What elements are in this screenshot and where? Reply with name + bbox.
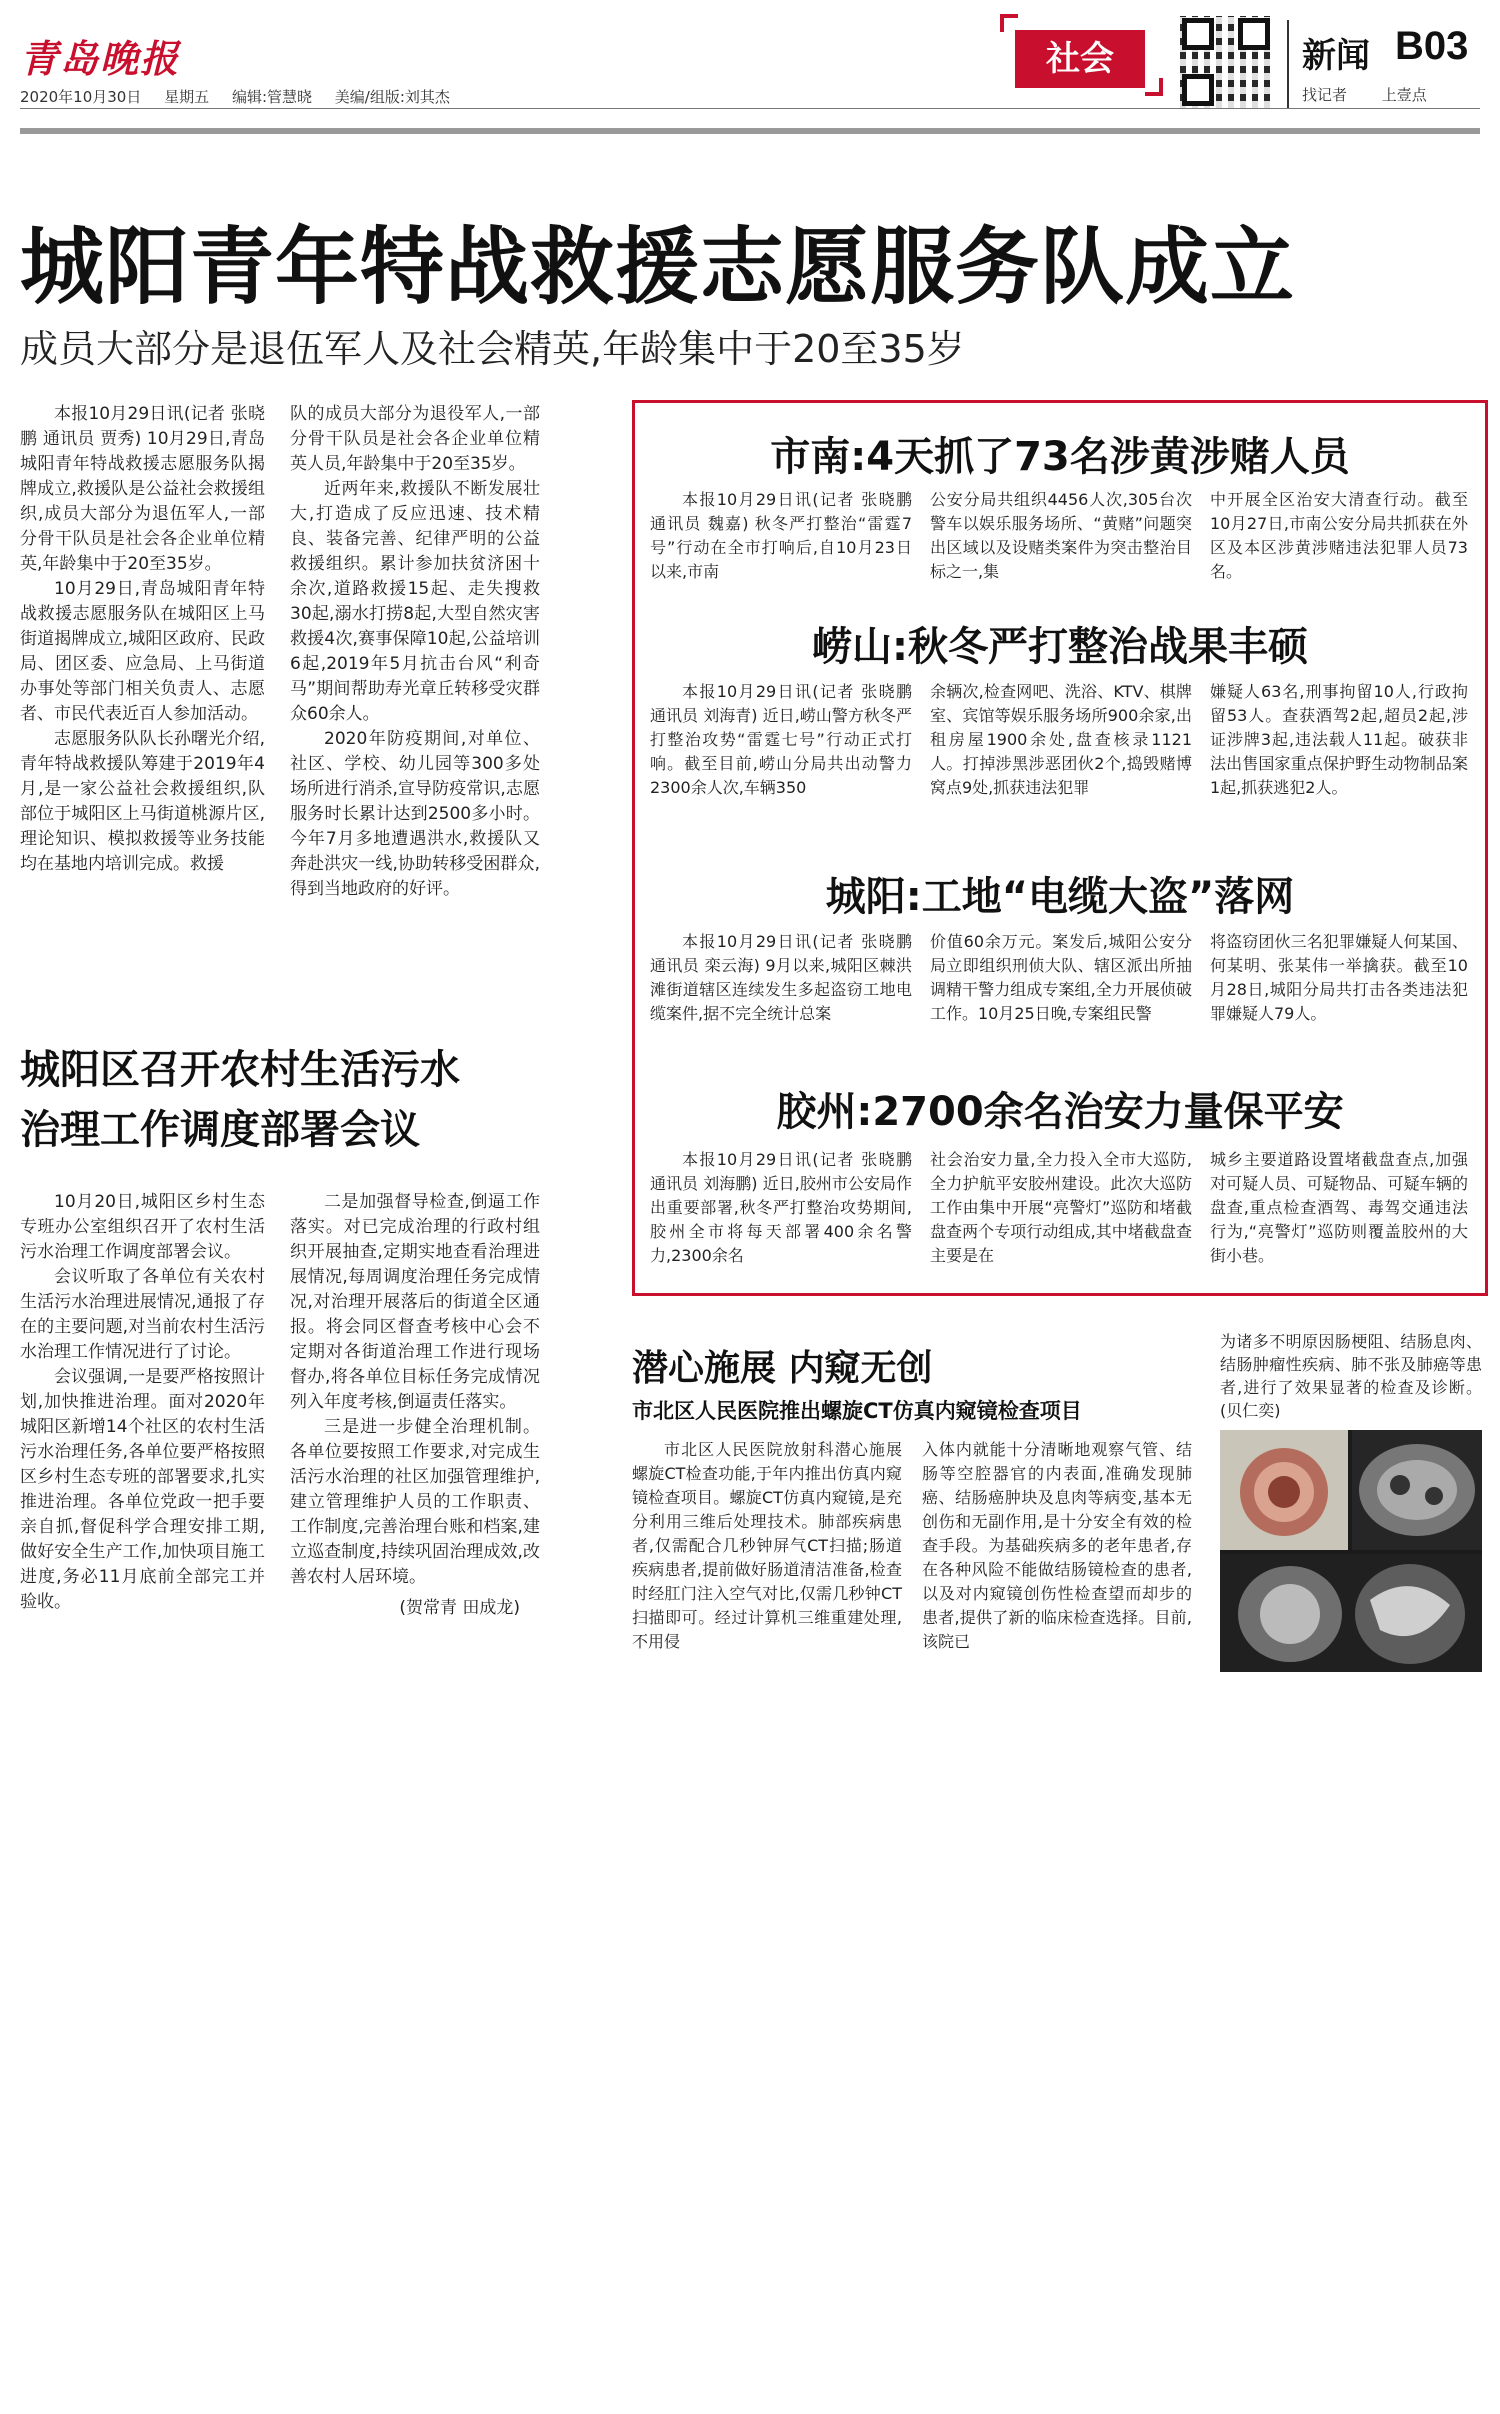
paragraph: 志愿服务队队长孙曙光介绍,青年特战救援队筹建于2019年4月,是一家公益社会救援组织,队部位于城阳区上马街道桃源片区,理论知识、模拟救援等业务技能均在基地内培训完成。救援 (20, 729, 265, 874)
ct-scan-image (1220, 1430, 1482, 1672)
paragraph: 社会治安力量,全力投入全市大巡防,全力护航平安胶州建设。此次大巡防工作由集中开展“亮警灯”巡防和堵截盘查两个专项行动组成,其中堵截盘查主要是在 (930, 1150, 1192, 1265)
paragraph: 余辆次,检查网吧、洗浴、KTV、棋牌室、宾馆等娱乐服务场所900余家,出租房屋1900余处,盘查核录1121人。打掉涉黑涉恶团伙2个,捣毁赌博窝点9处,抓获违法犯罪 (930, 682, 1192, 797)
paragraph: 本报10月29日讯(记者 张晓鹏 通讯员 刘海青) 近日,崂山警方秋冬严打整治攻势“雷霆七号”行动正式打响。截至目前,崂山分局共出动警力2300余人次,车辆350 (650, 682, 912, 797)
paragraph: 三是进一步健全治理机制。各单位要按照工作要求,对完成生活污水治理的社区加强管理维护,建立管理维护人员的工作职责、工作制度,完善治理台账和档案,建立巡查制度,持续巩固治理成效,改善农村人居环境。 (290, 1417, 540, 1587)
section-badge: 社会 (1015, 30, 1145, 88)
qr-finder-bl (1182, 74, 1214, 106)
main-story-col1 (20, 402, 265, 877)
paragraph: 会议强调,一是要严格按照计划,加快推进治理。面对2020年城阳区新增14个社区的农村生活污水治理任务,各单位要严格按照区乡村生态专班的部署要求,扎实推进治理。各单位党政一把手要亲自抓,督促科学合理安排工期,做好安全生产工作,加快项目施工进度,务必11月底前全部完工并验收。 (20, 1367, 265, 1612)
paragraph: 公安分局共组织4456人次,305台次警车以娱乐服务场所、“黄赌”问题突出区域以及设赌类案件为突击整治目标之一,集 (930, 490, 1192, 581)
main-headline: 城阳青年特战救援志愿服务队成立 (20, 218, 1296, 316)
paragraph: 队的成员大部分为退役军人,一部分骨干队员是社会各企业单位精英人员,年龄集中于20至35岁。 (290, 404, 540, 474)
brief-title: 城阳:工地“电缆大盗”落网 (825, 874, 1295, 920)
brief-text (650, 680, 912, 800)
brief-text (1210, 488, 1468, 584)
qr-finder-tl (1182, 18, 1214, 50)
paragraph: 价值60余万元。案发后,城阳公安分局立即组织刑侦大队、辖区派出所抽调精干警力组成专案组,全力开展侦破工作。10月25日晚,专案组民警 (930, 932, 1192, 1023)
story2-title (20, 1040, 580, 1160)
story2-byline: (贺常青 田成龙) (399, 1598, 520, 1618)
story3-subtitle: 市北区人民医院推出螺旋CT仿真内窥镜检查项目 (632, 1399, 1082, 1423)
brief-title: 胶州:2700余名治安力量保平安 (776, 1089, 1344, 1135)
main-subhead: 成员大部分是退伍军人及社会精英,年龄集中于20至35岁 (20, 327, 965, 371)
story2-col1 (20, 1190, 265, 1615)
header-rule (20, 128, 1480, 134)
paragraph: 嫌疑人63名,刑事拘留10人,行政拘留53人。查获酒驾2起,超员2起,涉证涉牌3起,违法载人11起。破获非法出售国家重点保护野生动物制品案1起,抓获逃犯2人。 (1210, 682, 1468, 797)
paragraph: 本报10月29日讯(记者 张晓鹏 通讯员 栾云海) 9月以来,城阳区棘洪滩街道辖区连续发生多起盗窃工地电缆案件,据不完全统计总案 (650, 932, 912, 1023)
paragraph: 本报10月29日讯(记者 张晓鹏 通讯员 魏嘉) 秋冬严打整治“雷霆7号”行动在全市打响后,自10月23日以来,市南 (650, 490, 912, 581)
paragraph: 10月29日,青岛城阳青年特战救援志愿服务队在城阳区上马街道揭牌成立,城阳区政府、民政局、团区委、应急局、上马街道办事处等部门相关负责人、志愿者、市民代表近百人参加活动。 (20, 579, 265, 724)
story2-col2 (290, 1190, 540, 1621)
top-divider (20, 108, 1480, 109)
reporter-hint-1: 找记者 (1302, 86, 1348, 104)
brief-title: 市南:4天抓了73名涉黄涉赌人员 (770, 434, 1350, 480)
paragraph: 将盗窃团伙三名犯罪嫌疑人何某国、何某明、张某伟一举擒获。截至10月28日,城阳分局共打击各类违法犯罪嫌疑人79人。 (1210, 932, 1468, 1023)
paragraph: 近两年来,救援队不断发展壮大,打造成了反应迅速、技术精良、装备完善、纪律严明的公益救援组织。累计参加扶贫济困十余次,道路救援15起、走失搜救30起,溺水打捞8起,大型自然灾害救援4次,赛事保障10起,公益培训6起,2019年5月抗击台风“利奇马”期间帮助寿光章丘转移受灾群众60余人。 (290, 479, 540, 724)
page-number: B03 (1395, 24, 1469, 68)
story3-col3: 为诸多不明原因肠梗阻、结肠息肉、结肠肿瘤性疾病、肺不张及肺癌等患者,进行了效果显著的检查及诊断。(贝仁奕) (1220, 1332, 1482, 1420)
brief-text (930, 930, 1192, 1026)
editor: 编辑:管慧晓 (231, 88, 312, 106)
brief-title: 崂山:秋冬严打整治战果丰硕 (812, 624, 1308, 670)
brief-text (930, 488, 1192, 584)
story3-col2 (922, 1438, 1192, 1654)
paragraph: 2020年防疫期间,对单位、社区、学校、幼儿园等300多处场所进行消杀,宣导防疫常识,志愿服务时长累计达到2500多小时。今年7月多地遭遇洪水,救援队又奔赴洪灾一线,协助转移受困群众,得到当地政府的好评。 (290, 729, 540, 899)
brief-text (650, 930, 912, 1026)
section-label: 新闻 (1302, 36, 1370, 76)
paragraph: 本报10月29日讯(记者 张晓鹏 通讯员 刘海鹏) 近日,胶州市公安局作出重要部署,秋冬严打整治攻势期间,胶州全市将每天部署400余名警力,2300余名 (650, 1150, 912, 1265)
brief-text (1210, 930, 1468, 1026)
paragraph: 城乡主要道路设置堵截盘查点,加强对可疑人员、可疑物品、可疑车辆的盘查,重点检查酒驾、毒驾交通违法行为,“亮警灯”巡防则覆盖胶州的大街小巷。 (1210, 1150, 1468, 1265)
brief-text (1210, 680, 1468, 800)
brief-text (930, 680, 1192, 800)
paragraph: 市北区人民医院放射科潜心施展螺旋CT检查功能,于年内推出仿真内窥镜检查项目。螺旋CT仿真内窥镜,是充分利用三维后处理技术。肺部疾病患者,仅需配合几秒钟屏气CT扫描;肠道疾病患者,提前做好肠道清洁准备,检查时经肛门注入空气对比,仅需几秒钟CT扫描即可。经过计算机三维重建处理,不用侵 (632, 1440, 902, 1651)
issue-weekday: 星期五 (164, 88, 210, 106)
badge-corner-decoration-2 (1145, 78, 1163, 96)
brief-text (930, 1148, 1192, 1268)
qr-finder-tr (1238, 18, 1270, 50)
main-story-col2 (290, 402, 540, 902)
paragraph: 10月20日,城阳区乡村生态专班办公室组织召开了农村生活污水治理工作调度部署会议。 (20, 1192, 265, 1262)
paragraph: 二是加强督导检查,倒逼工作落实。对已完成治理的行政村组织开展抽查,定期实地查看治理进展情况,每周调度治理任务完成情况,对治理开展落后的街道全区通报。将会同区督查考核中心会不定期对各街道治理工作进行现场督办,将各单位目标任务完成情况列入年度考核,倒逼责任落实。 (290, 1192, 540, 1412)
story3-title: 潜心施展 内窥无创 (632, 1348, 933, 1389)
issue-meta (20, 86, 468, 107)
story2-title-line2: 治理工作调度部署会议 (20, 1107, 420, 1153)
paragraph: 入体内就能十分清晰地观察气管、结肠等空腔器官的内表面,准确发现肺癌、结肠癌肿块及息肉等病变,基本无创伤和无副作用,是十分安全有效的检查手段。为基础疾病多的老年患者,存在各种风险不能做结肠镜检查的患者,以及对内窥镜创伤性检查望而却步的患者,提供了新的临床检查选择。目前,该院已 (922, 1440, 1192, 1651)
issue-date: 2020年10月30日 (20, 88, 142, 106)
brief-text (650, 1148, 912, 1268)
designer: 美编/组版:刘其杰 (334, 88, 450, 106)
story2-title-line1: 城阳区召开农村生活污水 (20, 1047, 460, 1093)
header-separator (1287, 20, 1289, 108)
paragraph: 本报10月29日讯(记者 张晓鹏 通讯员 贾秀) 10月29日,青岛城阳青年特战救援志愿服务队揭牌成立,救援队是公益社会救援组织,成员大部分为退伍军人,一部分骨干队员是社会各企业单位精英,年龄集中于20至35岁。 (20, 404, 265, 574)
reporter-hint-2: 上壹点 (1381, 86, 1427, 104)
masthead-logo: 青岛晚报 (20, 36, 181, 81)
paragraph: 中开展全区治安大清查行动。截至10月27日,市南公安分局共抓获在外区及本区涉黄涉赌违法犯罪人员73名。 (1210, 490, 1468, 581)
brief-text (650, 488, 912, 584)
paragraph: 会议听取了各单位有关农村生活污水治理进展情况,通报了存在的主要问题,对当前农村生活污水治理工作情况进行了讨论。 (20, 1267, 265, 1362)
brief-text (1210, 1148, 1468, 1268)
ct-scan-graphic (1220, 1430, 1482, 1672)
story3-col1 (632, 1438, 902, 1654)
reporter-hints (1302, 84, 1457, 105)
